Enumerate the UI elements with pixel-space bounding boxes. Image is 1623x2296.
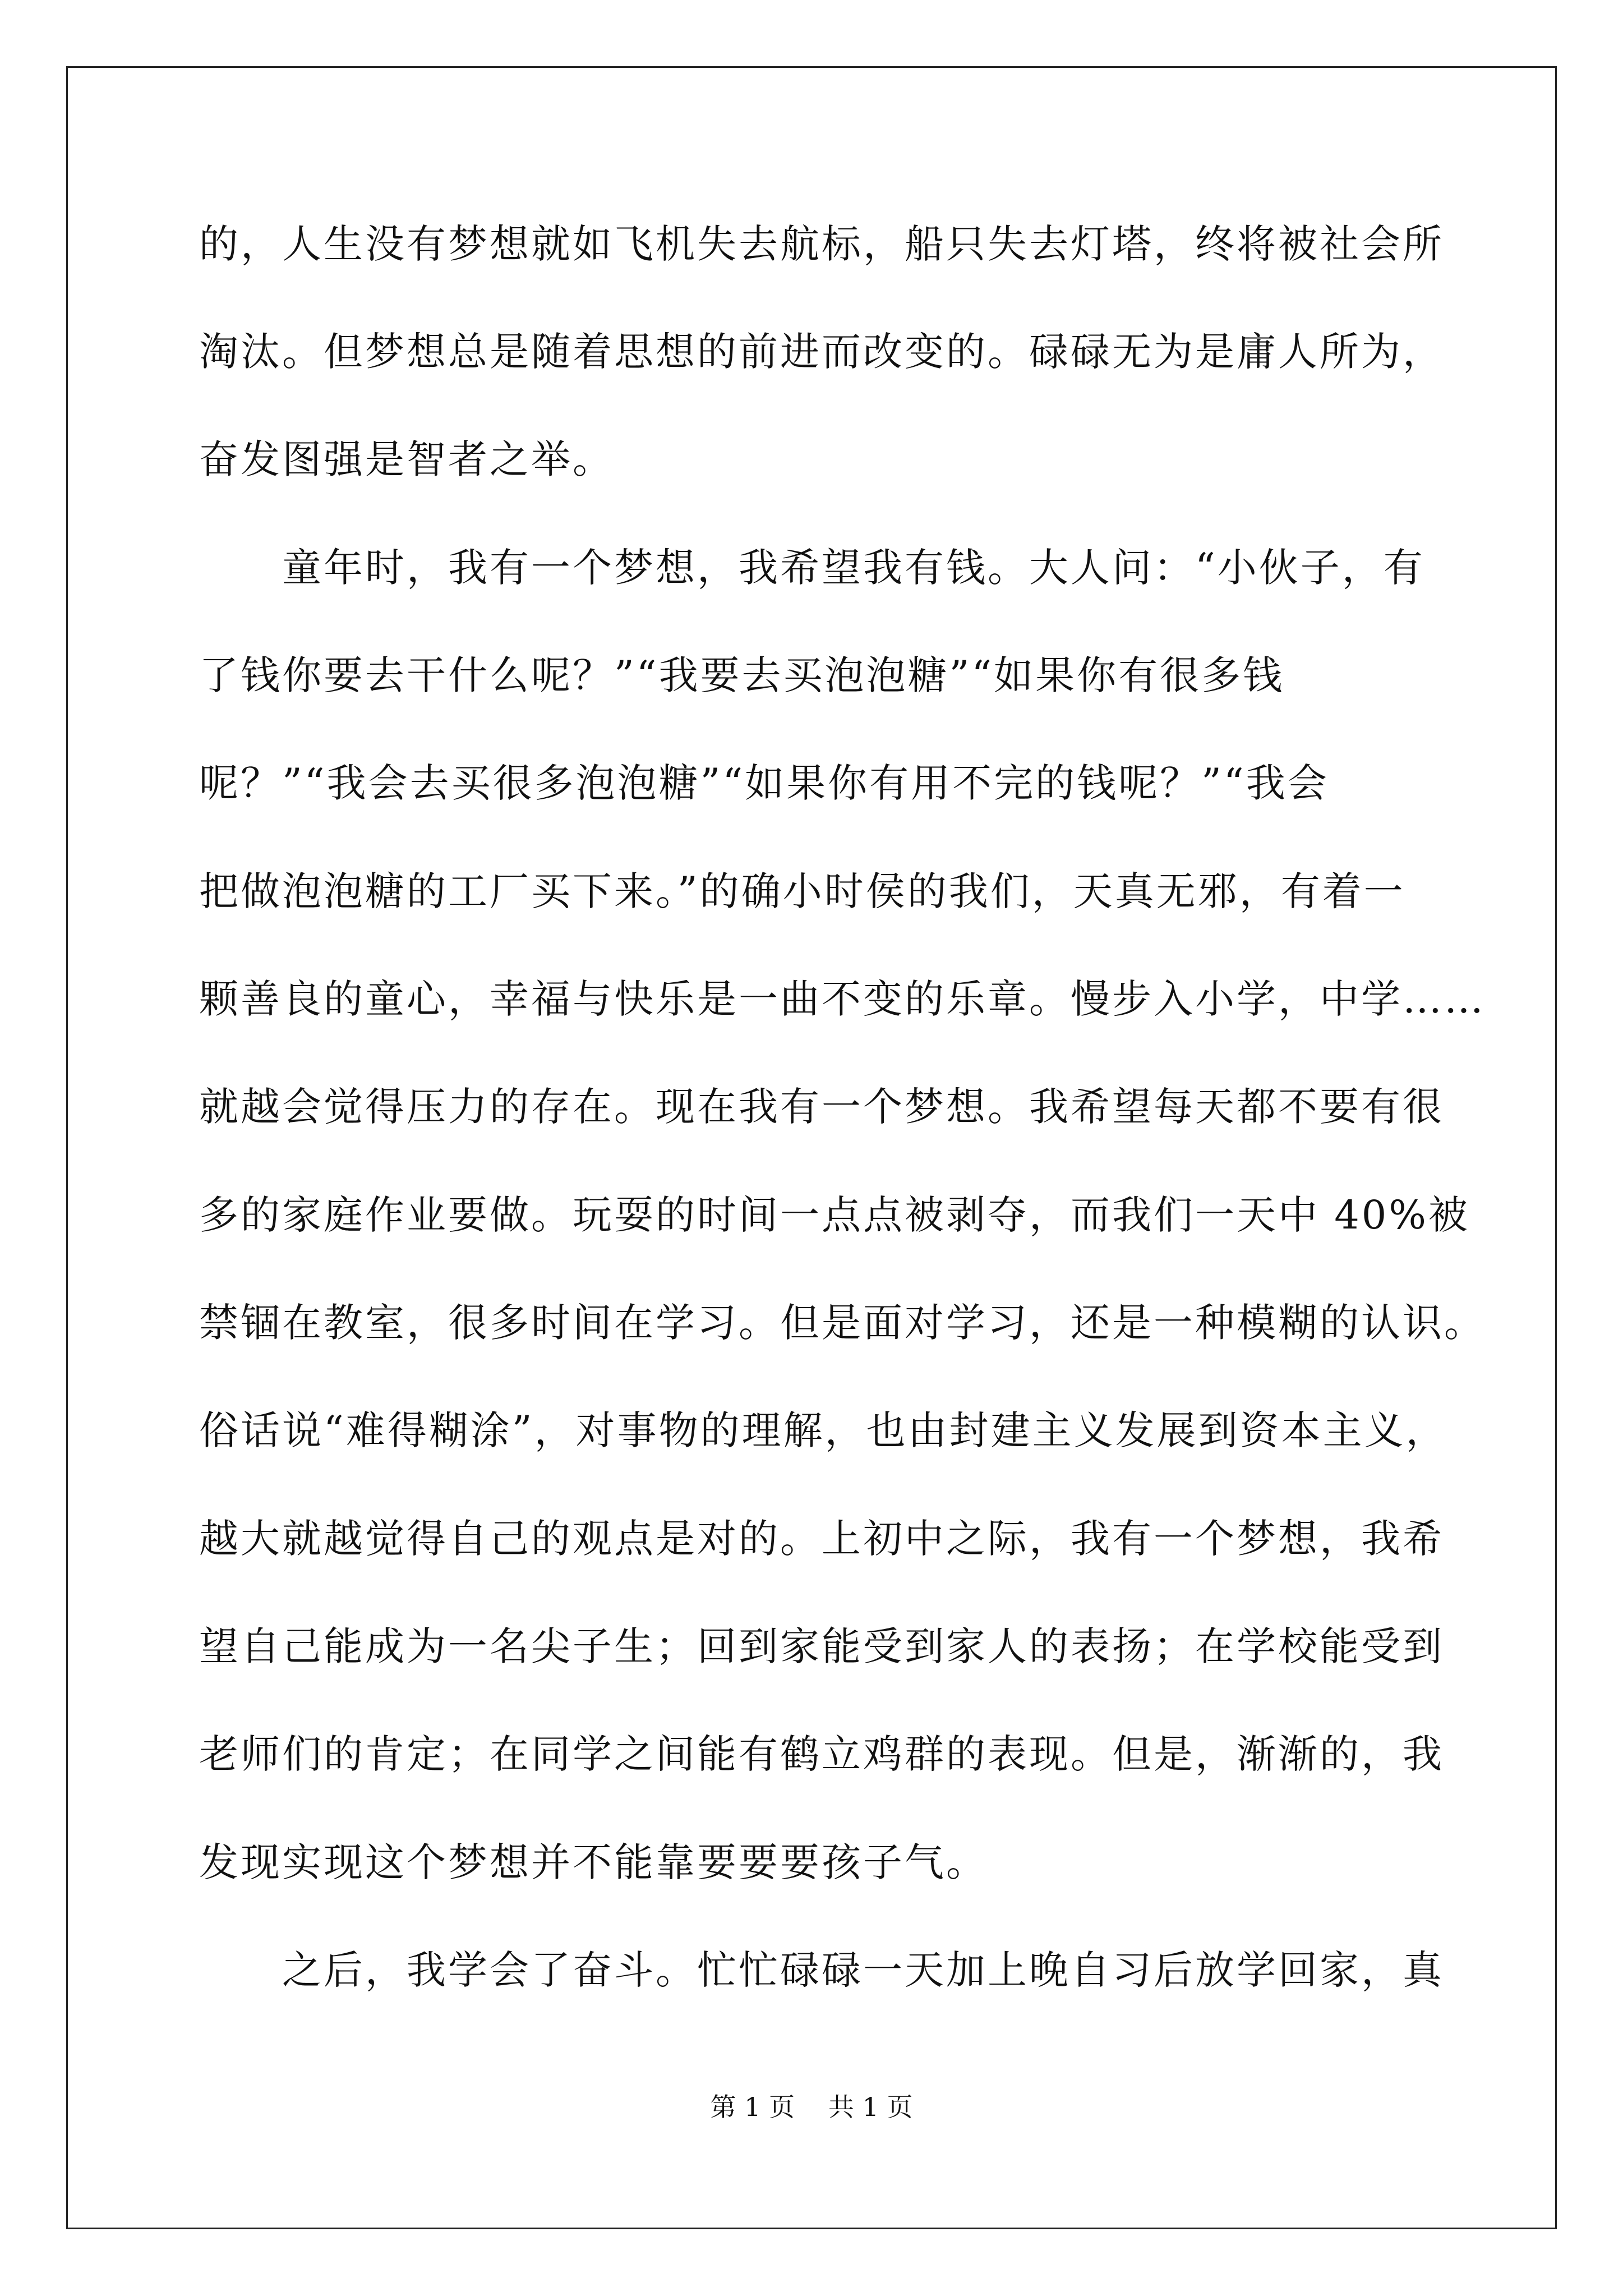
text-line: 多的家庭作业要做。玩耍的时间一点点被剥夺，而我们一天中 40%被 — [199, 1192, 1470, 1238]
text-line: 越大就越觉得自己的观点是对的。上初中之际，我有一个梦想，我希 — [199, 1516, 1444, 1562]
text-line: 淘汰。但梦想总是随着思想的前进而改变的。碌碌无为是庸人所为， — [199, 329, 1444, 375]
text-line: 呢？”“我会去买很多泡泡糖”“如果你有用不完的钱呢？”“我会 — [199, 760, 1329, 806]
text-line: 奋发图强是智者之举。 — [199, 436, 614, 482]
page-footer — [0, 2090, 1623, 2124]
text-line: 发现实现这个梦想并不能靠要要要孩子气。 — [199, 1839, 988, 1885]
page-number: 第 1 页 — [710, 2092, 795, 2122]
text-line: 望自己能成为一名尖子生；回到家能受到家人的表扬；在学校能受到 — [199, 1623, 1444, 1669]
text-line: 的，人生没有梦想就如飞机失去航标，船只失去灯塔，终将被社会所 — [199, 221, 1444, 267]
page-total: 共 1 页 — [828, 2092, 913, 2122]
text-line: 了钱你要去干什么呢？”“我要去买泡泡糖”“如果你有很多钱 — [199, 652, 1285, 698]
page-border — [66, 66, 1557, 2229]
text-line: 老师们的肯定；在同学之间能有鹤立鸡群的表现。但是，渐渐的，我 — [199, 1731, 1444, 1777]
text-line: 之后，我学会了奋斗。忙忙碌碌一天加上晚自习后放学回家，真 — [199, 1947, 1444, 1993]
text-line: 禁锢在教室，很多时间在学习。但是面对学习，还是一种模糊的认识。 — [199, 1300, 1486, 1346]
text-line: 俗话说“难得糊涂”，对事物的理解，也由封建主义发展到资本主义， — [199, 1407, 1447, 1453]
text-line: 童年时，我有一个梦想，我希望我有钱。大人问：“小伙子，有 — [199, 545, 1425, 591]
text-line: 就越会觉得压力的存在。现在我有一个梦想。我希望每天都不要有很 — [199, 1084, 1444, 1130]
text-line: 把做泡泡糖的工厂买下来。”的确小时侯的我们，天真无邪，有着一 — [199, 868, 1405, 914]
text-line: 颗善良的童心，幸福与快乐是一曲不变的乐章。慢步入小学，中学…… — [199, 976, 1486, 1022]
